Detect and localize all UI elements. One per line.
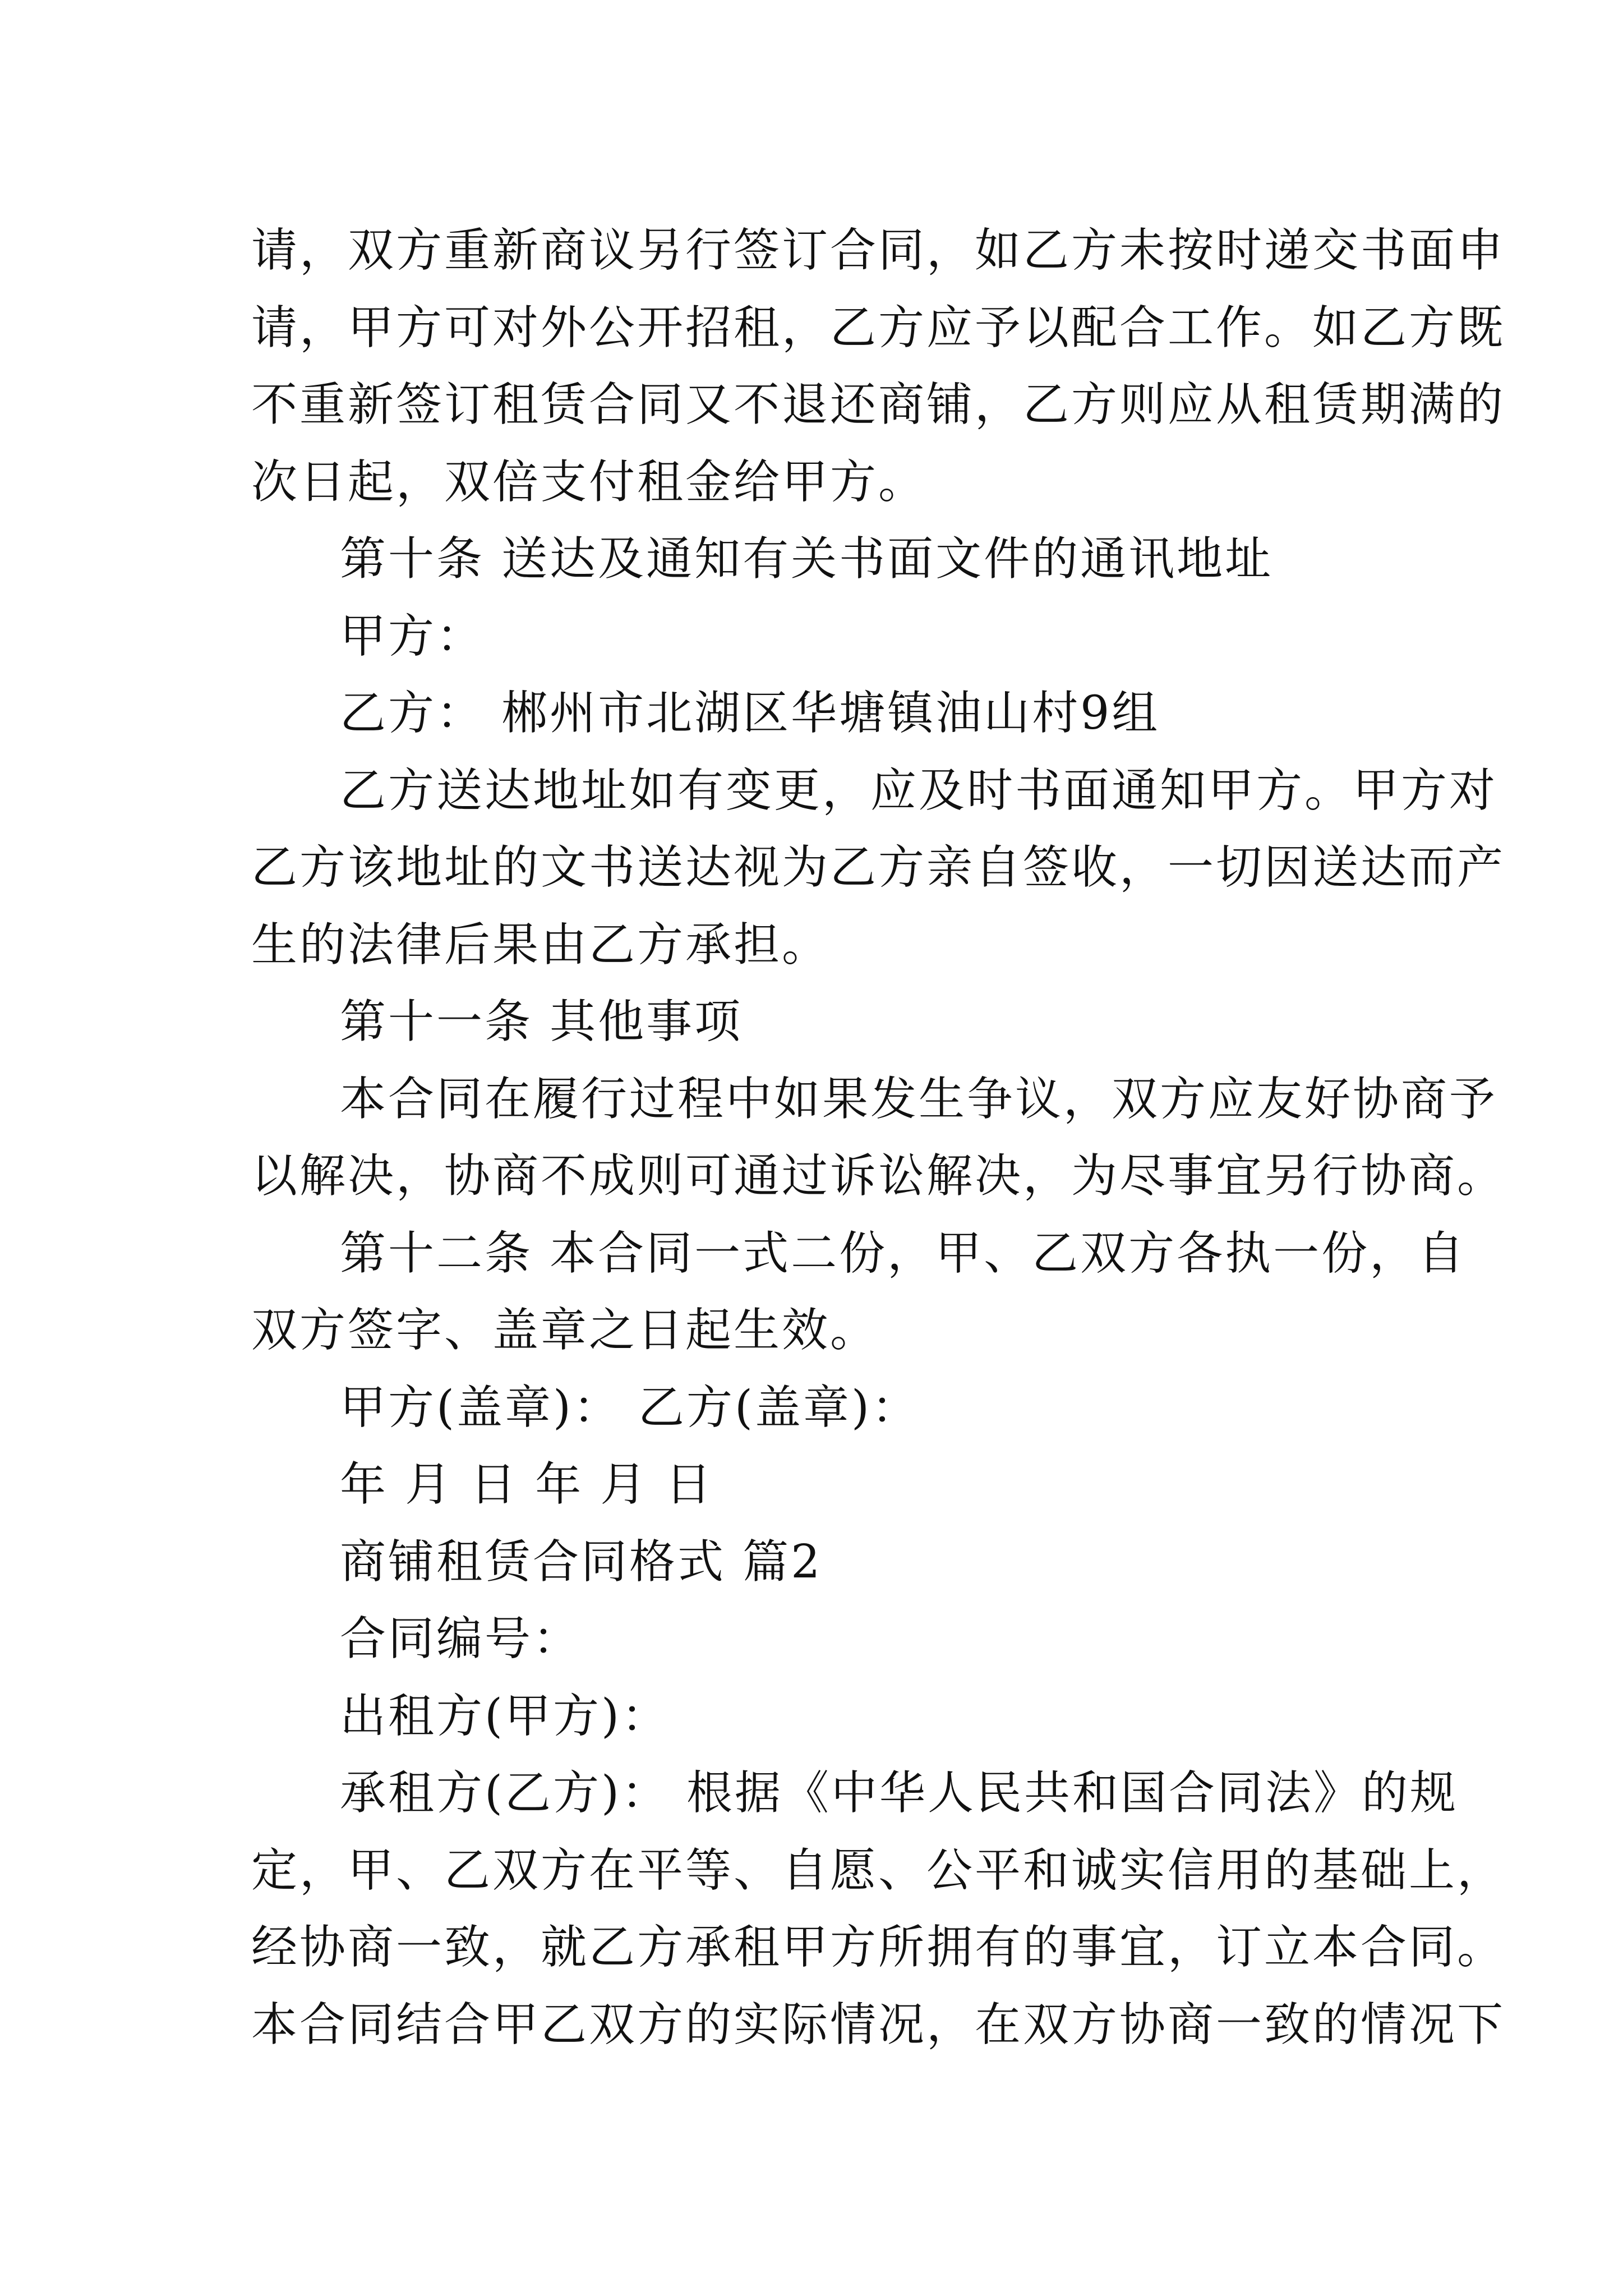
text-line: 乙方送达地址如有变更，应及时书面通知甲方。甲方对 — [340, 763, 1498, 817]
text-line: 双方签字、盖章之日起生效。 — [251, 1304, 879, 1357]
text-line: 次日起，双倍支付租金给甲方。 — [251, 455, 927, 509]
article-11-heading: 第十一条 其他事项 — [340, 995, 743, 1048]
section-title: 商铺租赁合同格式 篇2 — [340, 1535, 823, 1589]
article-12-heading: 第十二条 本合同一式二份，甲、乙双方各执一份，自 — [340, 1226, 1467, 1280]
text-line: 生的法律后果由乙方承担。 — [251, 918, 831, 972]
text-line: 以解决，协商不成则可通过诉讼解决，为尽事宜另行协商。 — [251, 1149, 1506, 1203]
seal-signature-line: 甲方(盖章)： 乙方(盖章)： — [340, 1381, 920, 1434]
text-line: 本合同结合甲乙双方的实际情况，在双方协商一致的情况下 — [251, 1998, 1506, 2051]
text-line: 本合同在履行过程中如果发生争议，双方应友好协商予 — [340, 1072, 1498, 1126]
text-line: 定，甲、乙双方在平等、自愿、公平和诚实信用的基础上， — [251, 1843, 1506, 1897]
party-a-address-label: 甲方： — [340, 609, 485, 663]
contract-number-label: 合同编号： — [340, 1612, 582, 1665]
article-10-heading: 第十条 送达及通知有关书面文件的通讯地址 — [340, 532, 1274, 586]
party-b-address: 乙方： 郴州市北湖区华塘镇油山村9组 — [340, 687, 1160, 740]
text-line: 请，甲方可对外公开招租，乙方应予以配合工作。如乙方既 — [251, 301, 1506, 355]
lessor-label: 出租方(甲方)： — [340, 1689, 670, 1743]
date-line: 年 月 日 年 月 日 — [340, 1458, 714, 1511]
text-line: 不重新签订租赁合同又不退还商铺，乙方则应从租赁期满的 — [251, 378, 1506, 431]
text-line: 乙方该地址的文书送达视为乙方亲自签收，一切因送达而产 — [251, 841, 1506, 894]
document-body — [251, 212, 1506, 2063]
text-line: 经协商一致，就乙方承租甲方所拥有的事宜，订立本合同。 — [251, 1921, 1506, 1974]
text-line: 请，双方重新商议另行签订合同，如乙方未按时递交书面申 — [251, 224, 1506, 277]
lessee-label: 承租方(乙方)： 根据《中华人民共和国合同法》的规 — [340, 1766, 1459, 1820]
